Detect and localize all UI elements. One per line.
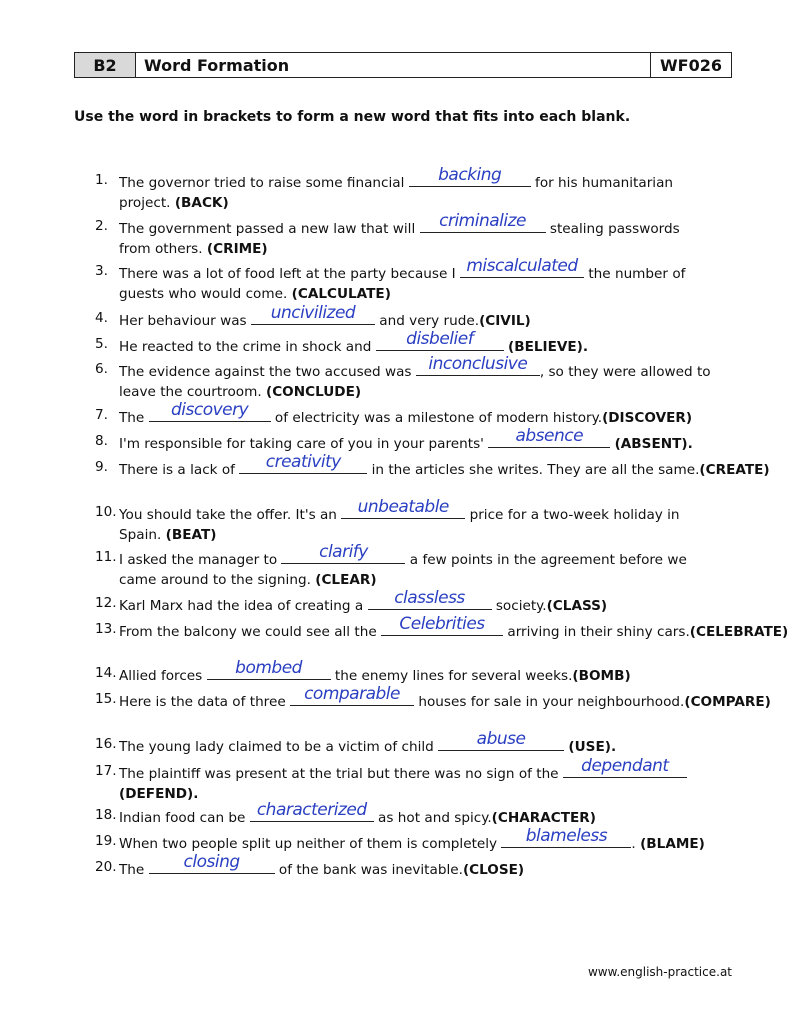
base-word: (COMPARE) [684, 694, 771, 710]
handwritten-answer: abuse [476, 728, 526, 749]
item-number: 7. [95, 407, 108, 423]
sentence-end: price for a two-week holiday in [465, 507, 680, 523]
sentence-end: arriving in their shiny cars. [503, 624, 690, 640]
handwritten-answer: classless [394, 587, 465, 608]
item-body [119, 164, 735, 213]
answer-blank [149, 399, 271, 422]
item-number: 12. [95, 595, 117, 611]
sentence-start: Karl Marx had the idea of creating a [119, 598, 368, 614]
answer-blank [290, 683, 414, 706]
footer-url: www.english-practice.at [587, 965, 732, 979]
handwritten-answer: closing [183, 851, 240, 872]
sentence-start: The [119, 862, 149, 878]
handwritten-answer: bombed [235, 657, 302, 678]
base-word: (CLASS) [546, 598, 608, 614]
handwritten-answer: creativity [265, 451, 341, 472]
item-body [119, 728, 735, 758]
exercise-item [95, 425, 735, 455]
item-line [119, 755, 735, 785]
answer-blank [250, 799, 374, 822]
sentence-start: When two people split up neither of them is completely [119, 836, 502, 852]
base-word: (CREATE) [699, 462, 770, 478]
handwritten-answer: miscalculated [466, 255, 578, 276]
item-line [119, 683, 771, 713]
sentence-continuation: Spain. [119, 526, 162, 543]
handwritten-answer: characterized [256, 799, 367, 820]
sentence-continuation: guests who would come. [119, 285, 288, 302]
exercise-item [95, 210, 735, 259]
exercise-item [95, 353, 735, 402]
item-line-2 [119, 285, 735, 305]
handwritten-answer: inconclusive [428, 353, 528, 374]
handwritten-answer: dependant [581, 755, 669, 776]
item-number: 6. [95, 361, 108, 377]
handwritten-answer: backing [438, 164, 502, 185]
level-badge: B2 [75, 53, 136, 77]
sentence-start: He reacted to the crime in shock and [119, 339, 376, 355]
item-number: 10. [95, 504, 117, 520]
handwritten-answer: disbelief [406, 328, 474, 349]
sentence-end: in the articles she writes. They are all the same. [367, 462, 700, 478]
answer-blank [239, 451, 367, 474]
sentence-end: of the bank was inevitable. [274, 862, 463, 878]
answer-blank [341, 496, 465, 519]
item-line [119, 613, 788, 643]
answer-blank [420, 210, 546, 233]
item-line-2 [119, 240, 735, 260]
base-word: (CRIME) [206, 240, 268, 257]
answer-blank [368, 587, 492, 610]
sentence-continuation: came around to the signing. [119, 571, 311, 588]
exercise-item [95, 496, 735, 545]
item-body [119, 425, 735, 455]
sentence-start: There was a lot of food left at the party because I [119, 266, 460, 282]
item-line [119, 541, 735, 571]
worksheet-title: Word Formation [144, 55, 290, 75]
sentence-continuation: leave the courtroom. [119, 383, 262, 400]
item-line [119, 496, 735, 526]
sentence-start: Indian food can be [119, 810, 250, 826]
item-body [119, 683, 771, 713]
base-word: (CHARACTER) [491, 810, 596, 826]
item-line [119, 657, 735, 687]
item-number: 2. [95, 218, 108, 234]
base-word: (ABSENT). [614, 436, 693, 452]
item-number: 14. [95, 665, 117, 681]
item-number: 20. [95, 859, 117, 875]
sentence-start: I asked the manager to [119, 552, 282, 568]
sentence-end: . [631, 836, 641, 852]
item-number: 9. [95, 459, 108, 475]
sentence-continuation: from others. [119, 240, 203, 257]
exercise-item [95, 799, 735, 829]
exercise-item [95, 683, 771, 713]
exercise-item [95, 657, 735, 687]
exercise-item [95, 541, 735, 590]
item-line [119, 799, 735, 829]
sentence-end: the number of [584, 266, 686, 282]
answer-blank [416, 353, 540, 376]
item-body [119, 328, 735, 358]
handwritten-answer: unbeatable [357, 496, 449, 517]
item-number: 16. [95, 736, 117, 752]
item-number: 15. [95, 691, 117, 707]
answer-blank [460, 255, 584, 278]
item-line [119, 164, 735, 194]
base-word: (CLOSE) [462, 862, 525, 878]
exercise-item [95, 399, 735, 429]
sentence-end: stealing passwords [545, 221, 680, 237]
worksheet-code: WF026 [650, 53, 731, 77]
base-word: (BOMB) [572, 668, 631, 684]
sentence-continuation: project. [119, 194, 171, 211]
item-number: 8. [95, 433, 108, 449]
item-number: 19. [95, 833, 117, 849]
sentence-start: You should take the offer. It's an [119, 507, 342, 523]
handwritten-answer: clarify [319, 541, 368, 562]
answer-blank [488, 425, 610, 448]
item-line-2 [119, 785, 735, 805]
item-body [119, 353, 735, 402]
sentence-end: society. [491, 598, 547, 614]
handwritten-answer: blameless [525, 825, 608, 846]
base-word: (USE). [568, 739, 617, 755]
item-line [119, 425, 735, 455]
item-body [119, 657, 735, 687]
base-word: (BACK) [174, 194, 229, 211]
item-number: 11. [95, 549, 117, 565]
item-body [119, 799, 735, 829]
base-word: (BLAME) [640, 836, 705, 852]
answer-blank [409, 164, 531, 187]
base-word: (CONCLUDE) [265, 383, 362, 400]
item-line-2 [119, 194, 735, 214]
sentence-end: of electricity was a milestone of modern history. [270, 410, 603, 426]
item-line-2 [119, 526, 735, 546]
sentence-start: The young lady claimed to be a victim of child [119, 739, 439, 755]
item-body [119, 399, 735, 429]
sentence-end: , so they were allowed to [539, 364, 711, 380]
answer-blank [381, 613, 503, 636]
answer-blank [438, 728, 564, 751]
answer-blank [149, 851, 275, 874]
base-word: (BELIEVE). [508, 339, 589, 355]
item-body [119, 451, 770, 481]
answer-blank [281, 541, 405, 564]
sentence-start: The plaintiff was present at the trial but there was no sign of the [119, 766, 563, 782]
exercise-item [95, 613, 788, 643]
item-number: 18. [95, 807, 117, 823]
item-line [119, 451, 770, 481]
item-body [119, 755, 735, 804]
exercise-item [95, 164, 735, 213]
answer-blank [251, 302, 375, 325]
sentence-start: The [119, 410, 149, 426]
item-number: 17. [95, 763, 117, 779]
answer-blank [376, 328, 504, 351]
exercise-item [95, 728, 735, 758]
sentence-end: the enemy lines for several weeks. [330, 668, 573, 684]
answer-blank [563, 755, 687, 778]
item-line [119, 353, 735, 383]
sentence-start: The governor tried to raise some financial [119, 175, 409, 191]
sentence-start: There is a lack of [119, 462, 240, 478]
sentence-start: From the balcony we could see all the [119, 624, 382, 640]
handwritten-answer: criminalize [439, 210, 526, 231]
exercise-item [95, 328, 735, 358]
item-body [119, 210, 735, 259]
sentence-end: houses for sale in your neighbourhood. [414, 694, 685, 710]
handwritten-answer: comparable [304, 683, 400, 704]
item-number: 4. [95, 310, 108, 326]
base-word: (DEFEND). [119, 785, 199, 802]
instruction-text: Use the word in brackets to form a new word that fits into each blank. [74, 109, 631, 125]
sentence-end: a few points in the agreement before we [405, 552, 687, 568]
sentence-end: and very rude. [374, 313, 480, 329]
sentence-start: Allied forces [119, 668, 207, 684]
item-body [119, 613, 788, 643]
handwritten-answer: absence [515, 425, 584, 446]
item-body [119, 541, 735, 590]
base-word: (CALCULATE) [291, 285, 391, 302]
sentence-end: for his humanitarian [530, 175, 674, 191]
exercise-item [95, 451, 770, 481]
handwritten-answer: uncivilized [270, 302, 356, 323]
item-number: 13. [95, 621, 117, 637]
item-number: 3. [95, 263, 108, 279]
item-number: 5. [95, 336, 108, 352]
item-number: 1. [95, 172, 108, 188]
exercise-item [95, 755, 735, 804]
item-line [119, 255, 735, 285]
item-body [119, 255, 735, 304]
item-body [119, 496, 735, 545]
item-line [119, 728, 735, 758]
base-word: (BEAT) [165, 526, 217, 543]
worksheet-header [74, 52, 732, 78]
item-body [119, 851, 735, 881]
base-word: (CLEAR) [315, 571, 377, 588]
base-word: (DISCOVER) [602, 410, 693, 426]
answer-blank [207, 657, 331, 680]
base-word: (CELEBRATE) [689, 624, 788, 640]
item-line [119, 210, 735, 240]
sentence-start: Here is the data of three [119, 694, 291, 710]
item-line [119, 328, 735, 358]
base-word: (CIVIL) [479, 313, 531, 329]
sentence-end: as hot and spicy. [373, 810, 492, 826]
handwritten-answer: discovery [171, 399, 249, 420]
item-line [119, 399, 735, 429]
exercise-item [95, 851, 735, 881]
handwritten-answer: Celebrities [399, 613, 485, 634]
sentence-start: Her behaviour was [119, 313, 251, 329]
answer-blank [501, 825, 631, 848]
sentence-start: The government passed a new law that will [119, 221, 420, 237]
exercise-item [95, 255, 735, 304]
item-line [119, 851, 735, 881]
sentence-start: The evidence against the two accused was [119, 364, 416, 380]
sentence-start: I'm responsible for taking care of you in your parents' [119, 436, 489, 452]
